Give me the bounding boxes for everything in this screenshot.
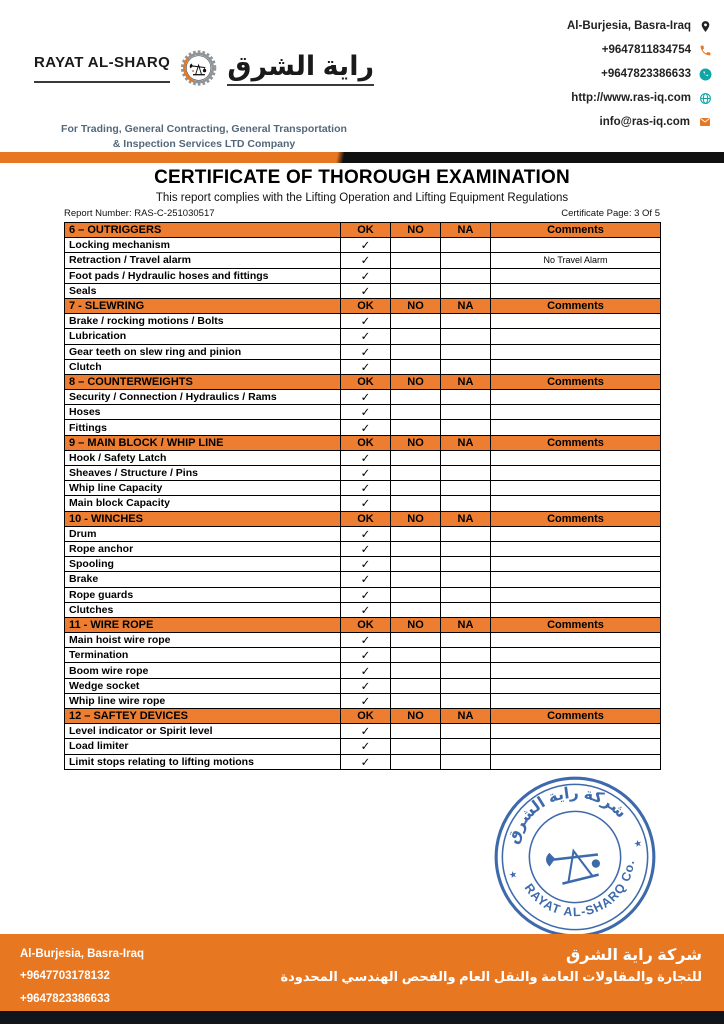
comment-cell [491,678,661,693]
no-cell [391,648,441,663]
contact-whatsapp-text: +9647823386633 [601,68,691,80]
section-heading: 6 – OUTRIGGERS [65,223,341,238]
section-heading: 11 - WIRE ROPE [65,617,341,632]
column-header: NA [441,223,491,238]
section-heading: 8 – COUNTERWEIGHTS [65,374,341,389]
globe-icon [699,92,712,105]
contact-phone [602,40,712,60]
comment-cell [491,466,661,481]
column-header: OK [341,435,391,450]
column-header: NO [391,223,441,238]
checklist-row [65,238,661,253]
item-label: Drum [65,526,341,541]
column-header: Comments [491,511,661,526]
column-header: NA [441,298,491,313]
footer-company-name-arabic: شركة راية الشرق [565,947,702,964]
item-label: Clutches [65,602,341,617]
ok-cell: ✓ [341,238,391,253]
no-cell [391,481,441,496]
checklist-row [65,693,661,708]
checklist-row [65,724,661,739]
comment-cell [491,420,661,435]
section-header-row [65,511,661,526]
comment-cell [491,587,661,602]
no-cell [391,314,441,329]
column-header: NA [441,435,491,450]
column-header: OK [341,511,391,526]
column-header: NA [441,374,491,389]
na-cell [441,466,491,481]
na-cell [441,268,491,283]
ok-cell: ✓ [341,390,391,405]
item-label: Level indicator or Spirit level [65,724,341,739]
contact-website [571,88,712,108]
checklist-row [65,268,661,283]
checklist-row [65,739,661,754]
company-tagline [34,122,374,152]
comment-cell [491,238,661,253]
ok-cell: ✓ [341,481,391,496]
na-cell [441,405,491,420]
certificate-page-label: Certificate Page: 3 Of 5 [561,208,660,219]
section-header-row [65,617,661,632]
comment-cell [491,754,661,769]
footer-bottom-bar [0,1011,724,1024]
ok-cell: ✓ [341,450,391,465]
no-cell [391,526,441,541]
no-cell [391,405,441,420]
stamp-latin-text: RAYAT AL-SHARQ Co. [521,859,638,920]
na-cell [441,587,491,602]
comment-cell [491,739,661,754]
na-cell [441,283,491,298]
checklist-row [65,283,661,298]
stamp-seal-icon [474,756,675,957]
comment-cell [491,496,661,511]
checklist-row [65,526,661,541]
footer-phone-2: +9647823386633 [20,992,110,1005]
whatsapp-icon [699,68,712,81]
item-label: Main block Capacity [65,496,341,511]
checklist-row [65,344,661,359]
column-header: NA [441,709,491,724]
item-label: Wedge socket [65,678,341,693]
footer-arabic-block [280,942,702,985]
ok-cell: ✓ [341,754,391,769]
column-header: Comments [491,223,661,238]
item-label: Limit stops relating to lifting motions [65,754,341,769]
footer-address: Al-Burjesia, Basra-Iraq [20,948,144,960]
svg-text:RAYAT AL-SHARQ Co. [520,855,647,931]
no-cell [391,450,441,465]
tagline-line-1: For Trading, General Contracting, General Transportation [61,123,347,135]
no-cell [391,329,441,344]
no-cell [391,238,441,253]
na-cell [441,724,491,739]
item-label: Hook / Safety Latch [65,450,341,465]
ok-cell: ✓ [341,283,391,298]
checklist-body [65,223,661,770]
item-label: Rope guards [65,587,341,602]
item-label: Boom wire rope [65,663,341,678]
column-header: NA [441,511,491,526]
column-header: Comments [491,435,661,450]
na-cell [441,633,491,648]
checklist-row [65,496,661,511]
comment-cell [491,329,661,344]
comment-cell [491,526,661,541]
item-label: Security / Connection / Hydraulics / Rams [65,390,341,405]
column-header: OK [341,223,391,238]
ok-cell: ✓ [341,314,391,329]
na-cell [441,541,491,556]
contact-whatsapp [601,64,712,84]
ok-cell: ✓ [341,587,391,602]
item-label: Load limiter [65,739,341,754]
column-header: NO [391,374,441,389]
comment-cell [491,724,661,739]
checklist-row [65,329,661,344]
no-cell [391,602,441,617]
comment-cell [491,572,661,587]
report-number [64,208,215,219]
na-cell [441,572,491,587]
ok-cell: ✓ [341,648,391,663]
na-cell [441,359,491,374]
contact-list [567,16,712,132]
na-cell [441,253,491,268]
item-label: Fittings [65,420,341,435]
no-cell [391,390,441,405]
no-cell [391,420,441,435]
checklist-row [65,466,661,481]
contact-phone-text: +9647811834754 [601,44,691,56]
na-cell [441,329,491,344]
svg-text:شركة راية الشرق [495,771,632,849]
ok-cell: ✓ [341,663,391,678]
comment-cell [491,405,661,420]
comment-cell [491,344,661,359]
na-cell [441,481,491,496]
contact-address [567,16,712,36]
no-cell [391,496,441,511]
ok-cell: ✓ [341,633,391,648]
no-cell [391,283,441,298]
no-cell [391,678,441,693]
report-meta-row [64,208,660,219]
ok-cell: ✓ [341,526,391,541]
column-header: NO [391,435,441,450]
comment-cell [491,283,661,298]
checklist-row [65,420,661,435]
comment-cell [491,633,661,648]
comment-cell [491,602,661,617]
brand-row [34,22,374,114]
column-header: NO [391,298,441,313]
ok-cell: ✓ [341,602,391,617]
phone-icon [699,44,712,57]
company-header [34,22,374,152]
checklist-row [65,557,661,572]
comment-cell [491,663,661,678]
item-label: Spooling [65,557,341,572]
comment-cell [491,693,661,708]
no-cell [391,633,441,648]
checklist-row [65,678,661,693]
ok-cell: ✓ [341,329,391,344]
no-cell [391,541,441,556]
item-label: Whip line Capacity [65,481,341,496]
footer-phone-1: +9647703178132 [20,970,110,983]
item-label: Brake [65,572,341,587]
ok-cell: ✓ [341,405,391,420]
no-cell [391,754,441,769]
na-cell [441,238,491,253]
item-label: Foot pads / Hydraulic hoses and fittings [65,268,341,283]
item-label: Locking mechanism [65,238,341,253]
comment-cell [491,481,661,496]
company-name-arabic: راية الشرق [227,51,374,86]
contact-email-text: info@ras-iq.com [599,116,690,128]
checklist-row [65,754,661,769]
comment-cell [491,557,661,572]
ok-cell: ✓ [341,739,391,754]
section-header-row [65,298,661,313]
checklist-row [65,359,661,374]
na-cell [441,663,491,678]
no-cell [391,359,441,374]
comment-cell [491,390,661,405]
ok-cell: ✓ [341,420,391,435]
column-header: OK [341,374,391,389]
ok-cell: ✓ [341,359,391,374]
company-logo-gear-icon [180,22,217,114]
column-header: NO [391,709,441,724]
stamp-star-right: ★ [632,837,644,850]
column-header: Comments [491,617,661,632]
contact-address-text: Al-Burjesia, Basra-Iraq [567,20,691,32]
item-label: Termination [65,648,341,663]
na-cell [441,557,491,572]
na-cell [441,648,491,663]
item-label: Gear teeth on slew ring and pinion [65,344,341,359]
item-label: Lubrication [65,329,341,344]
comment-cell [491,314,661,329]
checklist-row [65,633,661,648]
column-header: Comments [491,709,661,724]
page-subtitle: This report complies with the Lifting Operation and Lifting Equipment Regulations [155,192,569,204]
section-header-row [65,223,661,238]
column-header: Comments [491,374,661,389]
no-cell [391,587,441,602]
no-cell [391,466,441,481]
na-cell [441,390,491,405]
na-cell [441,602,491,617]
section-heading: 9 – MAIN BLOCK / WHIP LINE [65,435,341,450]
no-cell [391,557,441,572]
na-cell [441,314,491,329]
checklist-row [65,541,661,556]
comment-cell [491,359,661,374]
stamp-arabic-text: شركة راية الشرق [504,784,630,847]
checklist-row [65,481,661,496]
tagline-line-2: & Inspection Services LTD Company [112,138,296,151]
comment-cell [491,268,661,283]
checklist-row [65,314,661,329]
na-cell [441,754,491,769]
page-title: CERTIFICATE OF THOROUGH EXAMINATION [154,167,570,188]
no-cell [391,572,441,587]
report-number-value: RAS-C-251030517 [134,208,215,219]
comment-cell: No Travel Alarm [491,253,661,268]
na-cell [441,693,491,708]
item-label: Brake / rocking motions / Bolts [65,314,341,329]
ok-cell: ✓ [341,693,391,708]
footer [0,934,724,1011]
stamp-star-left: ★ [507,868,519,881]
location-pin-icon [699,20,712,33]
email-icon [698,116,712,128]
column-header: Comments [491,298,661,313]
no-cell [391,663,441,678]
ok-cell: ✓ [341,268,391,283]
ok-cell: ✓ [341,344,391,359]
item-label: Whip line wire rope [65,693,341,708]
no-cell [391,344,441,359]
na-cell [441,344,491,359]
item-label: Main hoist wire rope [65,633,341,648]
ok-cell: ✓ [341,466,391,481]
item-label: Rope anchor [65,541,341,556]
checklist-row [65,405,661,420]
comment-cell [491,648,661,663]
section-heading: 10 - WINCHES [65,511,341,526]
column-header: OK [341,298,391,313]
footer-contact-block [20,943,144,1010]
na-cell [441,678,491,693]
no-cell [391,724,441,739]
stamp-pumpjack-icon [544,841,602,886]
checklist-row [65,450,661,465]
column-header: NO [391,617,441,632]
column-header: NA [441,617,491,632]
no-cell [391,693,441,708]
na-cell [441,450,491,465]
checklist-row [65,587,661,602]
checklist-row [65,663,661,678]
item-label: Clutch [65,359,341,374]
section-header-row [65,374,661,389]
item-label: Hoses [65,405,341,420]
section-header-row [65,709,661,724]
checklist-row [65,253,661,268]
column-header: OK [341,709,391,724]
na-cell [441,739,491,754]
item-label: Sheaves / Structure / Pins [65,466,341,481]
section-header-row [65,435,661,450]
comment-cell [491,541,661,556]
column-header: OK [341,617,391,632]
checklist-table-wrap [64,222,660,770]
ok-cell: ✓ [341,541,391,556]
na-cell [441,526,491,541]
checklist-row [65,648,661,663]
report-number-label: Report Number: [64,208,132,219]
na-cell [441,496,491,511]
header-divider-bar [0,152,724,163]
item-label: Retraction / Travel alarm [65,253,341,268]
ok-cell: ✓ [341,496,391,511]
ok-cell: ✓ [341,724,391,739]
ok-cell: ✓ [341,678,391,693]
ok-cell: ✓ [341,572,391,587]
na-cell [441,420,491,435]
section-heading: 7 - SLEWRING [65,298,341,313]
no-cell [391,268,441,283]
checklist-table [64,222,661,770]
company-stamp [474,756,675,957]
checklist-row [65,602,661,617]
contact-email [600,112,712,132]
column-header: NO [391,511,441,526]
ok-cell: ✓ [341,253,391,268]
contact-website-text: http://www.ras-iq.com [571,92,691,104]
no-cell [391,253,441,268]
footer-company-description-arabic: للتجارة والمقاولات العامة والنقل العام والفحص الهندسي المحدودة [280,969,702,985]
item-label: Seals [65,283,341,298]
section-heading: 12 – SAFTEY DEVICES [65,709,341,724]
checklist-row [65,390,661,405]
ok-cell: ✓ [341,557,391,572]
no-cell [391,739,441,754]
checklist-row [65,572,661,587]
company-name: RAYAT AL-SHARQ [34,54,170,83]
comment-cell [491,450,661,465]
